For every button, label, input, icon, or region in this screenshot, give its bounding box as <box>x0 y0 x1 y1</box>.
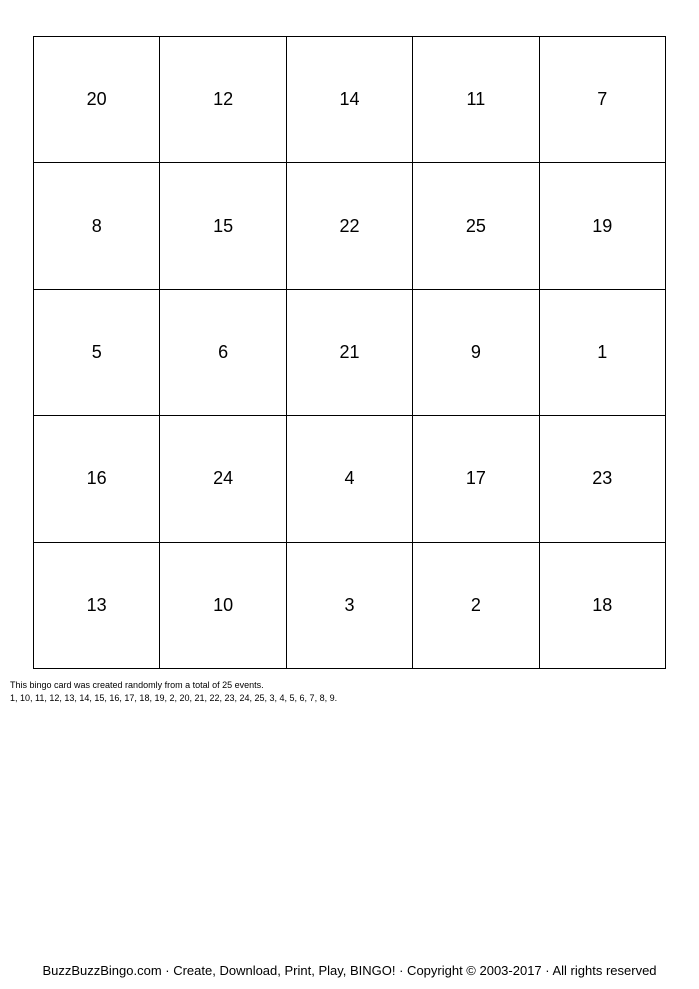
bingo-cell: 10 <box>160 543 286 669</box>
bingo-cell: 25 <box>413 163 539 289</box>
bingo-cell: 9 <box>413 290 539 416</box>
bingo-cell: 5 <box>34 290 160 416</box>
bingo-cell: 8 <box>34 163 160 289</box>
bingo-cell: 15 <box>160 163 286 289</box>
bingo-cell: 6 <box>160 290 286 416</box>
bingo-cell: 1 <box>540 290 666 416</box>
bingo-cell: 21 <box>287 290 413 416</box>
bingo-cell: 12 <box>160 37 286 163</box>
bingo-cell: 7 <box>540 37 666 163</box>
bingo-card-grid <box>33 36 666 669</box>
bingo-cell: 23 <box>540 416 666 542</box>
bingo-cell: 19 <box>540 163 666 289</box>
bingo-cell: 20 <box>34 37 160 163</box>
bingo-cell: 3 <box>287 543 413 669</box>
bingo-cell: 17 <box>413 416 539 542</box>
bingo-cell: 11 <box>413 37 539 163</box>
bingo-cell: 22 <box>287 163 413 289</box>
bingo-cell: 16 <box>34 416 160 542</box>
bingo-cell: 14 <box>287 37 413 163</box>
bingo-cell: 2 <box>413 543 539 669</box>
card-info-text: This bingo card was created randomly from a total of 25 events. <box>10 680 264 690</box>
event-list-text: 1, 10, 11, 12, 13, 14, 15, 16, 17, 18, 19, 2, 20, 21, 22, 23, 24, 25, 3, 4, 5, 6, 7, 8, 9. <box>10 693 338 703</box>
bingo-cell: 13 <box>34 543 160 669</box>
bingo-cell: 18 <box>540 543 666 669</box>
page-footer: BuzzBuzzBingo.com · Create, Download, Print, Play, BINGO! · Copyright © 2003-2017 · All rights reserved <box>42 963 657 978</box>
bingo-cell: 24 <box>160 416 286 542</box>
bingo-cell: 4 <box>287 416 413 542</box>
